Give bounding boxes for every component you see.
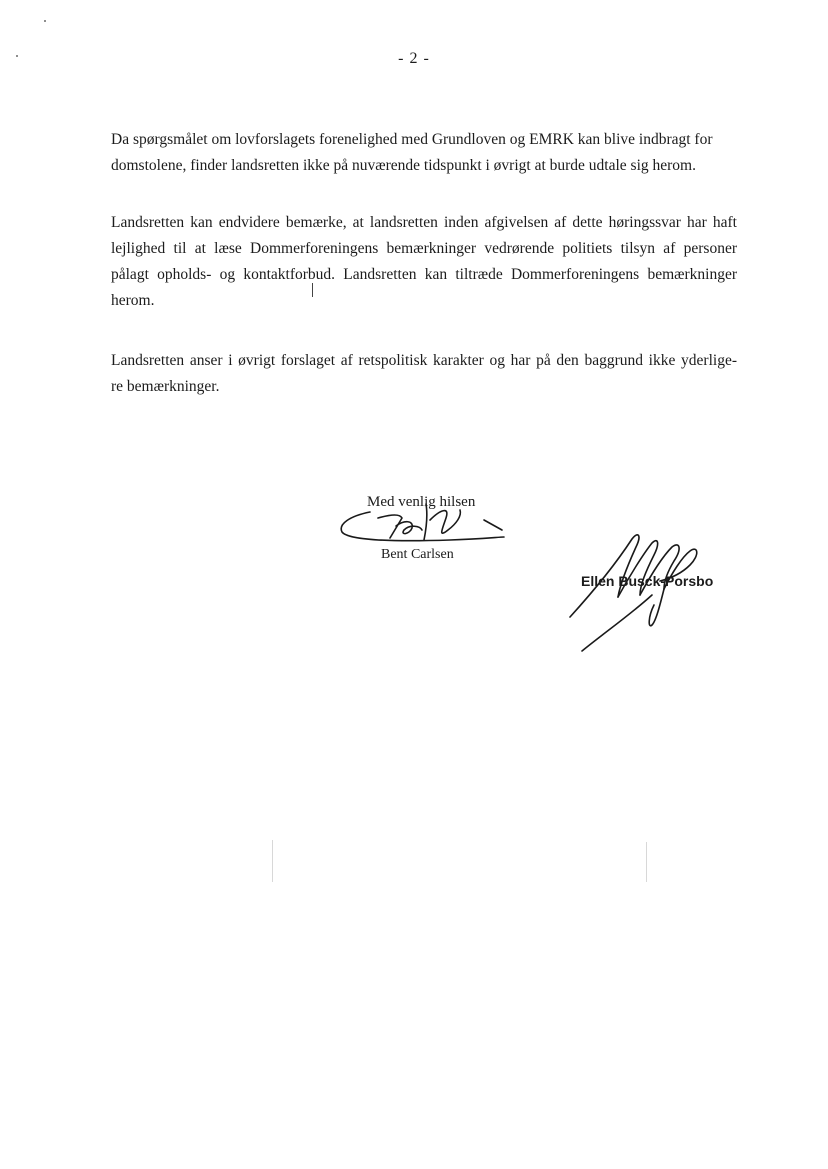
paragraph-line: herom. [111, 292, 155, 309]
paragraph-court-statement [111, 127, 737, 179]
signer-2-name: Ellen Busck-Porsbo [581, 573, 714, 589]
closing-greeting: Med venlig hilsen [367, 494, 476, 510]
paragraph-line: Landsretten kan endvidere bemærke, at landsretten inden afgivelsen af dette høringssvar har haft [111, 214, 737, 231]
scan-speck [44, 20, 46, 22]
paragraph-line: Da spørgsmålet om lovforslagets forenelighed med Grundloven og EMRK kan blive indbragt for [111, 131, 713, 148]
signature-2-handwritten [560, 525, 710, 660]
paragraph-line: Landsretten anser i øvrigt forslaget af retspolitisk karakter og har på den baggrund ikke yderlige- [111, 352, 737, 369]
paragraph-conclusion [111, 348, 737, 400]
paragraph-judges-association [111, 210, 737, 314]
scan-artifact-line [646, 842, 647, 882]
scan-artifact-line [272, 840, 273, 882]
paragraph-line: re bemærkninger. [111, 378, 220, 395]
paragraph-line: lejlighed til at læse Dommerforeningens bemærkninger vedrørende politiets tilsyn af personer [111, 240, 737, 257]
paragraph-line: pålagt opholds- og kontaktforbud. Landsretten kan tiltræde Dommerforeningens bemærkninger [111, 266, 737, 283]
signer-1-name: Bent Carlsen [381, 547, 454, 562]
paragraph-line: domstolene, finder landsretten ikke på nuværende tidspunkt i øvrigt at burde udtale sig herom. [111, 157, 696, 174]
scan-artifact-line [312, 283, 313, 297]
page-number: - 2 - [398, 50, 430, 67]
